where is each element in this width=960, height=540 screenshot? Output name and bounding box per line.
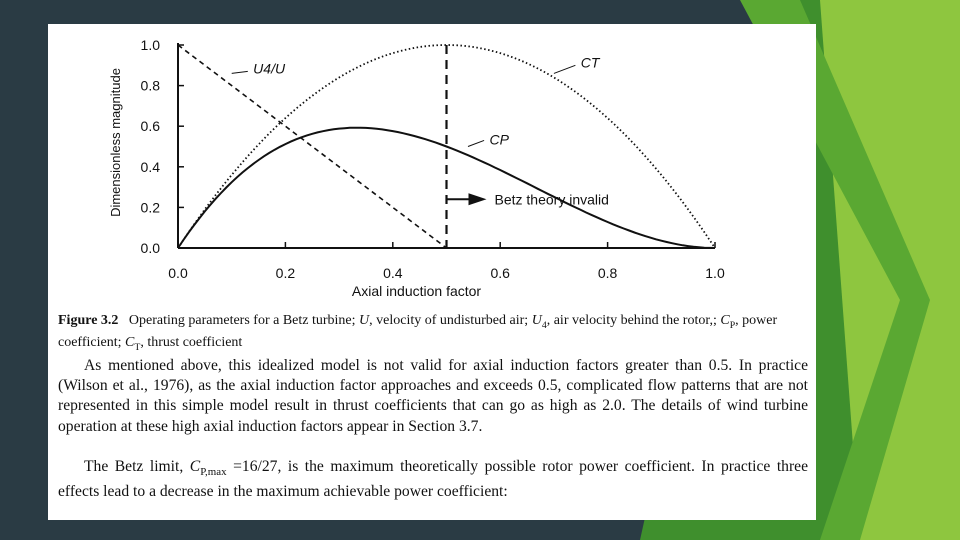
- textbook-figure-panel: [48, 24, 816, 520]
- caption-var-cp: C: [720, 313, 730, 328]
- caption-var-ct: C: [125, 334, 135, 350]
- x-axis-label: Axial induction factor: [351, 283, 482, 299]
- para2-text-b: , is the maximum theoretically possible rotor power coefficient. In practice three effects lead to a decrease in the maximum achievable power coefficient:: [58, 458, 808, 501]
- para2-text-a: The Betz limit,: [84, 458, 184, 475]
- y-axis-label: Dimensionless magnitude: [108, 68, 123, 217]
- figure-caption: [58, 312, 808, 356]
- betz-arrow-head: [469, 193, 487, 205]
- chart-labels: [108, 37, 725, 299]
- y-tick-label: 1.0: [140, 37, 160, 53]
- caption-text-3: , air velocity behind the rotor,;: [546, 313, 717, 328]
- series-leader-u4-u: [232, 71, 248, 73]
- y-tick-label: 0.0: [140, 240, 160, 256]
- caption-text-4: , power coefficient;: [58, 313, 778, 350]
- caption-var-cp-sub: P: [729, 319, 736, 331]
- y-tick-label: 0.2: [140, 199, 160, 216]
- para2-var-sub: P,max: [200, 466, 227, 479]
- series-leader-ct: [554, 65, 575, 73]
- series-line-u4-u: [178, 45, 447, 248]
- series-leader-cp: [468, 140, 484, 146]
- x-tick-label: 1.0: [705, 265, 725, 281]
- caption-var-u4-sub: 4: [541, 319, 547, 331]
- y-tick-label: 0.8: [140, 77, 160, 94]
- para2-equation: =16/27: [233, 458, 278, 475]
- caption-var-ct-sub: T: [134, 341, 141, 353]
- x-tick-label: 0.8: [597, 265, 618, 281]
- betz-chart: [48, 24, 816, 314]
- para2-var-cp: C: [189, 458, 201, 475]
- series-label-cp: CP: [489, 131, 509, 148]
- betz-annotation-text: Betz theory invalid: [494, 191, 609, 208]
- body-paragraph-1: As mentioned above, this idealized model is not valid for axial induction factors greater than 0.5. In practice (Wilson et al., 1976), as the axial induction factor approaches and exceeds 0.5, complicated flow patterns that are not represented in this simple model result in thrust coefficients that can go as high as 2.0. The details of wind turbine operation at these high axial induction factors appear in Section 3.7.: [58, 357, 808, 435]
- x-tick-label: 0.4: [383, 265, 403, 281]
- x-tick-label: 0.6: [490, 265, 510, 281]
- body-paragraph-2: [58, 457, 808, 503]
- caption-text-1: Operating parameters for a Betz turbine;: [128, 313, 356, 328]
- figure-label: Figure 3.2: [58, 313, 119, 328]
- series-label-ct: CT: [580, 54, 600, 71]
- caption-text-2: , velocity of undisturbed air;: [369, 313, 529, 328]
- caption-text-5: , thrust coefficient: [140, 334, 243, 350]
- caption-var-u: U: [359, 313, 370, 328]
- y-tick-label: 0.4: [140, 158, 160, 175]
- x-tick-label: 0.0: [168, 265, 188, 281]
- caption-var-u4: U: [531, 313, 542, 328]
- series-label-u4-u: U4/U: [253, 60, 286, 77]
- x-tick-label: 0.2: [275, 265, 296, 281]
- y-tick-label: 0.6: [140, 118, 160, 135]
